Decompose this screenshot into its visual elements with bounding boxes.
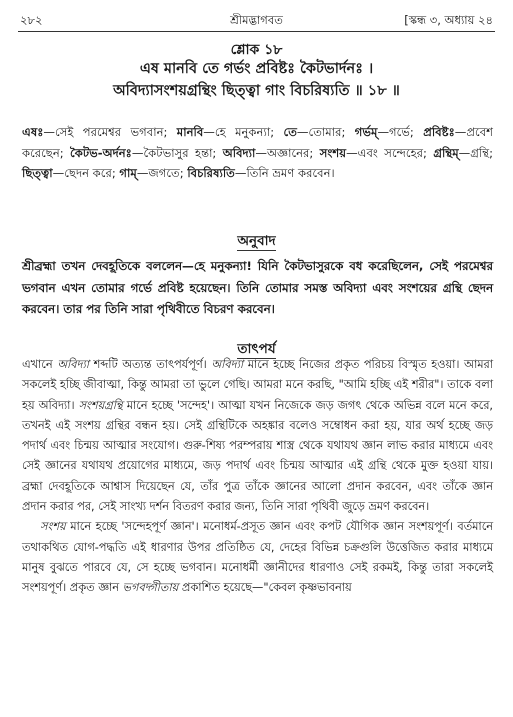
synonyms-paragraph: [22, 122, 493, 184]
italic-term: অবিদ্যা: [211, 358, 244, 371]
verse-line: অবিদ্যাসংশয়গ্রন্থিং ছিত্ত্বা গাং বিচরিষ্যতি ॥ ১৮ ॥: [113, 83, 400, 99]
purport-run: এখানে: [22, 358, 58, 371]
synonym-meaning: —তিনি ভ্রমণ করবেন।: [234, 166, 335, 180]
synonym-word: মানবি: [176, 125, 204, 139]
purport-run: মানে হচ্ছে নিজের প্রকৃত পরিচয় বিস্মৃত হওয়া। আমরা সকলেই হচ্ছি জীবাত্মা, কিন্তু আমরা তা ভুলে গেছি। আমরা মনে করছি, "আমি হচ্ছি এই শরীর"। তাকে বলা হয় অবিদ্যা।: [22, 358, 494, 412]
purport-text: [22, 355, 493, 599]
italic-term: ভগবদ্গীতায়: [122, 581, 179, 595]
purport-run: মানে হচ্ছে 'সন্দেহ'। আত্মা যখন নিজেকে জড় জগৎ থেকে অভিন্ন বলে মনে করে, তখনই এই সংশয় গ্রন্থির বন্ধন হয়। সেই গ্রন্থিটিকে অহঙ্কার বলেও সম্বোধন করা হয়, যার অর্থ হচ্ছে জড় পদার্থ এবং চিন্ময় আত্মার সংযোগ। গুরু-শিষ্য পরম্পরায় শাস্ত্র থেকে যথাযথ জ্ঞান লাভ করার মাধ্যমে এবং সেই জ্ঞানের যথাযথ প্রয়োগের মাধ্যমে, জড় পদার্থ এবং চিন্ময় আত্মার এই গ্রন্থি থেকে মুক্ত হওয়া যায়। ব্রহ্মা দেবহূতিকে আশ্বাস দিয়েছেন যে, তাঁর পুত্র তাঁকে জ্ঞানের আলো প্রদান করবেন, এবং তাঁকে জ্ঞান প্রদান করার পর, সেই সাংখ্য দর্শন বিতরণ করার জন্য, তিনি সারা পৃথিবী জুড়ে ভ্রমণ করবেন।: [22, 398, 494, 514]
header-divider: [18, 31, 495, 32]
synonym-meaning: —প্রবেশ করেছেন;: [22, 125, 494, 160]
synonym-meaning: —গর্ভে;: [377, 125, 424, 139]
book-title: শ্রীমদ্ভাগবত: [230, 13, 283, 27]
synonym-meaning: —তোমার;: [296, 125, 355, 139]
synonym-word: গাম্: [119, 166, 137, 180]
translation-paragraph: শ্রীব্রহ্মা তখন দেবহূতিকে বললেন—হে মনুকন্যা! যিনি কৈটভাসুরকে বধ করেছিলেন, সেই পরমেশ্বর ভগবান এখন তোমার গর্ভে প্রবিষ্ট হয়েছেন। তিনি তোমার সমস্ত অবিদ্যা এবং সংশয়ের গ্রন্থি ছেদন করবেন। তার পর তিনি সারা পৃথিবীতে বিচরণ করবেন।: [22, 259, 493, 316]
translation-heading-text: অনুবাদ: [237, 233, 276, 249]
synonym-word: গ্রন্থিম্: [433, 145, 459, 160]
italic-term: সংশয়: [40, 520, 66, 534]
verse-number: শ্লোক ১৮: [230, 42, 283, 58]
synonym-word: বিচরিষ্যতি: [187, 166, 235, 180]
synonym-meaning: —ছেদন করে;: [52, 166, 120, 180]
italic-term: সংশয়গ্রন্থি: [78, 398, 123, 412]
purport-paragraph: [22, 517, 493, 598]
purport-run: মানে হচ্ছে 'সন্দেহপূর্ণ জ্ঞান'। মনোধর্ম-প্রসূত জ্ঞান এবং কপট যৌগিক জ্ঞান সংশয়পূর্ণ। বর্তমানে তথাকথিত যোগ-পদ্ধতি এই ধারণার উপর প্রতিষ্ঠিত যে, দেহের বিভিন্ন চক্রগুলি উত্তেজিত করার মাধ্যমে মানুষ বুঝতে পারবে যে, সে হচ্ছে ভগবান। মনোধর্মী জ্ঞানীদের ধারণাও সেই রকমই, কিন্তু তারা সকলেই সংশয়পূর্ণ। প্রকৃত জ্ঞান: [22, 520, 493, 595]
synonym-word: এষঃ: [22, 125, 44, 139]
page-number: ২৮২: [20, 13, 43, 27]
page-header: [20, 12, 493, 30]
purport-paragraph: [22, 355, 493, 517]
synonym-word: ছিত্ত্বা: [22, 166, 53, 180]
verse-line: এষ মানবি তে গর্ভং প্রবিষ্টঃ কৈটভার্দনঃ ।: [139, 61, 374, 77]
synonym-word: অবিদ্যা: [222, 145, 256, 160]
synonym-word: প্রবিষ্টঃ: [423, 125, 455, 139]
synonym-meaning: —জগতে;: [136, 166, 188, 180]
purport-run: প্রকাশিত হয়েছে—"কেবল কৃষ্ণভাবনায়: [178, 581, 352, 595]
chapter-reference: [স্কন্ধ ৩, অধ্যায় ২৪: [404, 13, 493, 27]
synonym-meaning: —কৈটভাসুর হন্তা;: [131, 145, 223, 160]
synonym-meaning: —অজ্ঞানের;: [255, 145, 320, 160]
synonym-meaning: —সেই পরমেশ্বর ভগবান;: [43, 125, 177, 139]
synonym-meaning: —গ্রন্থি;: [458, 145, 493, 160]
verse-text: [0, 58, 513, 102]
synonym-word: কৈটভ-অর্দনঃ: [70, 145, 132, 160]
translation-heading: [0, 230, 513, 253]
synonym-word: গর্ভম্: [354, 125, 378, 139]
synonym-word: সংশয়: [319, 145, 347, 160]
italic-term: অবিদ্যা: [57, 358, 89, 371]
synonym-word: তে: [283, 125, 297, 139]
purport-run: শব্দটি অত্যন্ত তাৎপর্যপূর্ণ।: [89, 358, 212, 371]
synonym-meaning: —হে মনুকন্যা;: [203, 125, 284, 139]
synonym-meaning: —এবং সন্দেহের;: [346, 145, 434, 160]
purport-heading-text: তাৎপর্য: [237, 341, 276, 357]
